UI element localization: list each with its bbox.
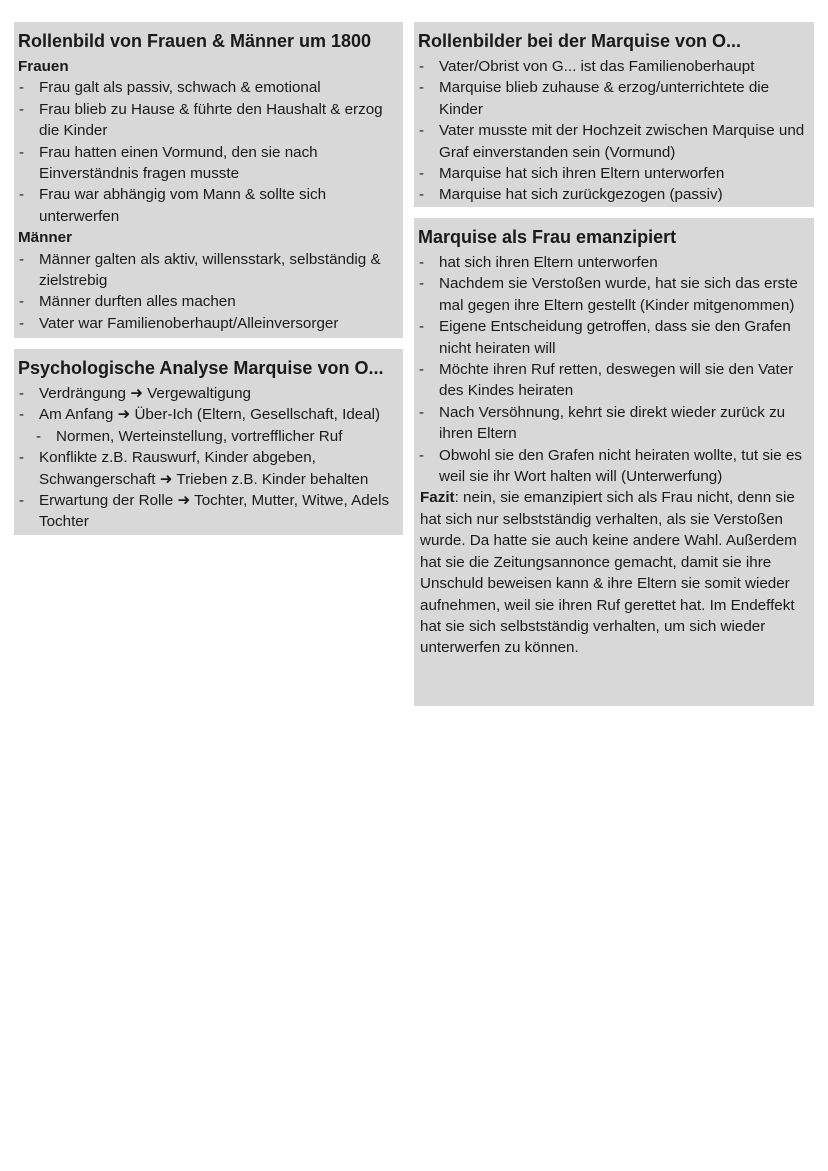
- list-item: - Männer durften alles machen: [18, 291, 397, 312]
- list-item: - Männer galten als aktiv, willensstark, selbständig & zielstrebig: [18, 249, 397, 292]
- psych-analyse-box: [14, 349, 403, 535]
- fazit-text: : nein, sie emanzipiert sich als Frau nicht, denn sie hat sich nur selbstständig verhalten, als sie Verstoßen wurde. Da hatte sie auch keine andere Wahl. Außerdem hat sie die Zeitungsannonce gemacht, damit sie ihre Unschuld beweisen kann & ihre Eltern sie somit wieder aufnehmen, weil sie ihren Ruf gerettet hat. Im Endeffekt hat sie sich selbstständig verhalten, um sich wieder unterwerfen zu können.: [420, 489, 797, 657]
- list-item: - Vater war Familienoberhaupt/Alleinversorger: [18, 313, 397, 334]
- list-item: - hat sich ihren Eltern unterworfen: [418, 252, 808, 273]
- list-item: - Konflikte z.B. Rauswurf, Kinder abgeben, Schwangerschaft ➜ Trieben z.B. Kinder behalten: [18, 447, 397, 490]
- psych-list: [18, 383, 397, 533]
- list-item: - Obwohl sie den Grafen nicht heiraten wollte, tut sie es weil sie ihr Wort halten will (Unterwerfung): [418, 445, 808, 488]
- rollenbild-title: Rollenbild von Frauen & Männer um 1800: [18, 31, 372, 51]
- list-item: - Vater/Obrist von G... ist das Familienoberhaupt: [418, 56, 808, 77]
- list-item: - Frau galt als passiv, schwach & emotional: [18, 77, 397, 98]
- list-item: - Vater musste mit der Hochzeit zwischen Marquise und Graf einverstanden sein (Vormund): [418, 120, 808, 163]
- rollenbilder-marquise-box: [414, 22, 814, 207]
- list-item: - Verdrängung ➜ Vergewaltigung: [18, 383, 397, 404]
- emanzipiert-list: [418, 252, 808, 487]
- list-item: - Am Anfang ➜ Über-Ich (Eltern, Gesellschaft, Ideal): [18, 404, 397, 425]
- frauen-list: [18, 77, 397, 227]
- maenner-list: [18, 249, 397, 335]
- emanzipiert-title: Marquise als Frau emanzipiert: [418, 227, 677, 247]
- list-item: - Marquise hat sich ihren Eltern unterworfen: [418, 163, 808, 184]
- list-item: - Frau blieb zu Hause & führte den Haushalt & erzog die Kinder: [18, 99, 397, 142]
- list-item: - Marquise blieb zuhause & erzog/unterrichtete die Kinder: [418, 77, 808, 120]
- list-item: - Nachdem sie Verstoßen wurde, hat sie sich das erste mal gegen ihre Eltern gestellt (Kinder mitgenommen): [418, 273, 808, 316]
- list-item: - Frau war abhängig vom Mann & sollte sich unterwerfen: [18, 184, 397, 227]
- list-item: - Frau hatten einen Vormund, den sie nach Einverständnis fragen musste: [18, 142, 397, 185]
- psych-title: Psychologische Analyse Marquise von O...: [18, 358, 384, 378]
- maenner-heading: Männer: [18, 229, 73, 247]
- fazit-label: Fazit: [420, 489, 455, 507]
- list-item: - Erwartung der Rolle ➜ Tochter, Mutter, Witwe, Adels Tochter: [18, 490, 397, 533]
- list-item: - Marquise hat sich zurückgezogen (passiv): [418, 184, 808, 205]
- list-sub-item: - Normen, Werteinstellung, vortrefflicher Ruf: [18, 426, 397, 447]
- list-item: - Eigene Entscheidung getroffen, dass sie den Grafen nicht heiraten will: [418, 316, 808, 359]
- rollenbild-box: [14, 22, 403, 338]
- list-item: - Nach Versöhnung, kehrt sie direkt wieder zurück zu ihren Eltern: [418, 402, 808, 445]
- rollenbilder-marquise-list: [418, 56, 808, 206]
- fazit-paragraph: [418, 487, 808, 658]
- rollenbilder-marquise-title: Rollenbilder bei der Marquise von O...: [418, 31, 742, 51]
- emanzipiert-box: [414, 218, 814, 706]
- frauen-heading: Frauen: [18, 58, 69, 75]
- list-item: - Möchte ihren Ruf retten, deswegen will sie den Vater des Kindes heiraten: [418, 359, 808, 402]
